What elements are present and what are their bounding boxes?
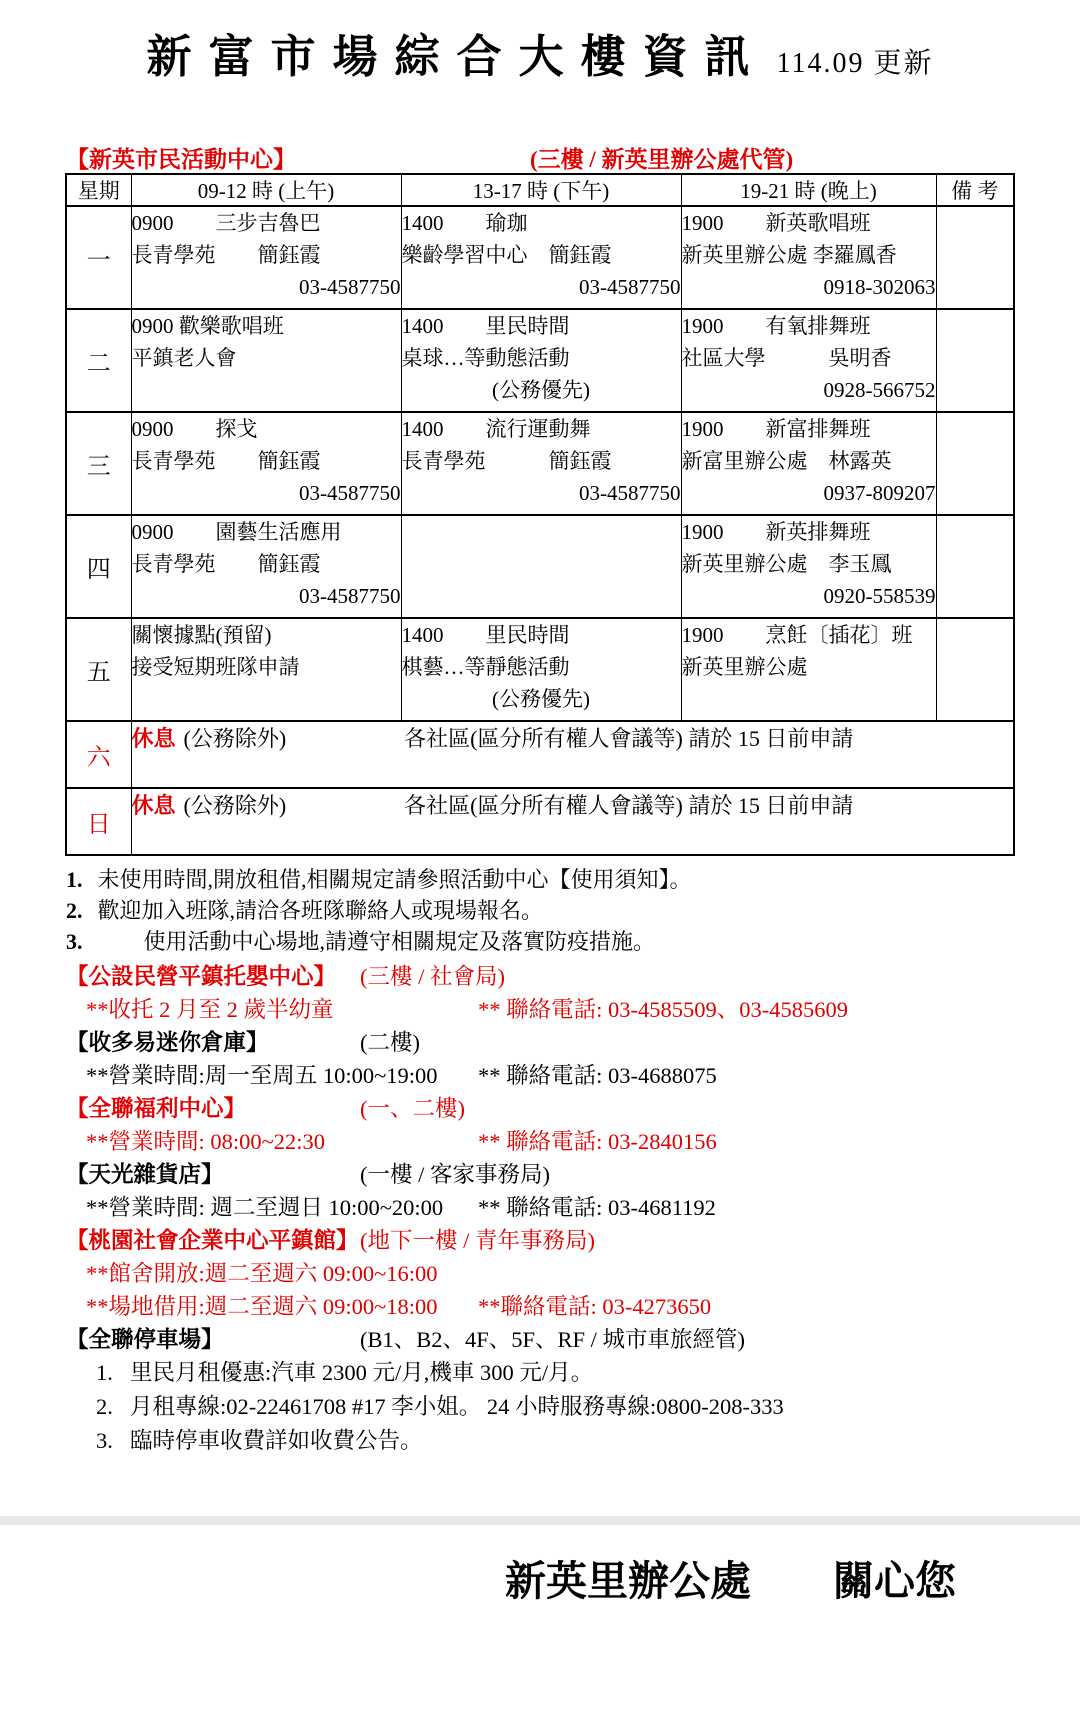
morning-cell bbox=[131, 206, 401, 309]
parking-item-text: 臨時停車收費詳如收費公告。 bbox=[130, 1428, 423, 1453]
note-text: 未使用時間,開放租借,相關規定請參照活動中心【使用須知】。 bbox=[97, 867, 692, 892]
day-cell: 四 bbox=[66, 515, 131, 618]
day-cell: 一 bbox=[66, 206, 131, 309]
facility-detail bbox=[66, 1191, 1080, 1224]
slot-line bbox=[402, 548, 681, 580]
slot-line: 0900 園藝生活應用 bbox=[131, 520, 342, 544]
facility-detail-left: **營業時間: 08:00~22:30 bbox=[86, 1129, 326, 1154]
facility-header bbox=[66, 1224, 1080, 1257]
slot-line: 1900 新英歌唱班 bbox=[681, 211, 871, 235]
morning-cell bbox=[131, 618, 401, 721]
header-evening: 19-21 時 (晚上) bbox=[681, 174, 936, 206]
slot-note: (公務優先) bbox=[492, 687, 590, 711]
note-number: 2. bbox=[66, 898, 83, 923]
note-text: 歡迎加入班隊,請洽各班隊聯絡人或現場報名。 bbox=[97, 898, 544, 923]
day-cell: 六 bbox=[66, 721, 131, 788]
slot-line: 新富里辦公處 林露英 bbox=[681, 449, 892, 473]
remark-cell bbox=[936, 309, 1014, 412]
facility-header bbox=[66, 1026, 1080, 1059]
slot-line: 1900 新英排舞班 bbox=[681, 520, 871, 544]
facility-name: 【收多易迷你倉庫】 bbox=[66, 1030, 269, 1055]
parking-item-text: 月租專線:02-22461708 #17 李小姐。 24 小時服務專線:0800-208-333 bbox=[130, 1394, 784, 1419]
slot-phone: 03-4587750 bbox=[579, 481, 681, 505]
header-morning: 09-12 時 (上午) bbox=[131, 174, 401, 206]
note-item bbox=[66, 864, 1080, 895]
remark-cell bbox=[936, 412, 1014, 515]
facility-location: (地下一樓 / 青年事務局) bbox=[360, 1228, 595, 1253]
remark-cell bbox=[936, 515, 1014, 618]
facility-location: (三樓 / 社會局) bbox=[360, 964, 505, 989]
slot-line: 新英里辦公處 bbox=[681, 655, 808, 679]
header-afternoon: 13-17 時 (下午) bbox=[401, 174, 681, 206]
morning-cell bbox=[131, 515, 401, 618]
afternoon-cell bbox=[401, 515, 681, 618]
parking-item-text: 里民月租優惠:汽車 2300 元/月,機車 300 元/月。 bbox=[130, 1360, 594, 1385]
facility-detail bbox=[66, 1059, 1080, 1092]
facility-detail-left: **收托 2 月至 2 歲半幼童 bbox=[86, 997, 334, 1022]
facility-name: 【桃園社會企業中心平鎮館】 bbox=[66, 1228, 359, 1253]
table-row-sunday bbox=[66, 788, 1014, 855]
facility-location: (二樓) bbox=[360, 1030, 420, 1055]
facility-header bbox=[66, 960, 1080, 993]
slot-line: 1400 里民時間 bbox=[401, 314, 570, 338]
parking-item-number: 3. bbox=[96, 1428, 113, 1453]
page-title: 新富市場綜合大樓資訊 bbox=[146, 32, 767, 82]
evening-cell bbox=[681, 618, 936, 721]
activity-center-header bbox=[0, 141, 1080, 171]
activity-center-location: (三樓 / 新英里辦公處代管) bbox=[530, 147, 794, 172]
slot-line: 接受短期班隊申請 bbox=[131, 655, 300, 679]
parking-item bbox=[66, 1424, 1080, 1458]
slot-line: 1400 里民時間 bbox=[401, 623, 570, 647]
slot-line: 新英里辦公處 李玉鳳 bbox=[681, 552, 892, 576]
table-header-row bbox=[66, 174, 1014, 206]
facility-detail bbox=[66, 1290, 1080, 1323]
slot-line: 棋藝…等靜態活動 bbox=[401, 655, 570, 679]
morning-cell bbox=[131, 412, 401, 515]
facility-header bbox=[66, 1092, 1080, 1125]
afternoon-cell bbox=[401, 412, 681, 515]
rest-cell bbox=[131, 788, 1014, 855]
parking-item bbox=[66, 1390, 1080, 1424]
activity-center-name: 【新英市民活動中心】 bbox=[66, 147, 296, 172]
slot-phone bbox=[132, 374, 401, 406]
remark-cell bbox=[936, 206, 1014, 309]
parking-name: 【全聯停車場】 bbox=[66, 1327, 224, 1352]
evening-cell bbox=[681, 412, 936, 515]
facility-name: 【天光雜貨店】 bbox=[66, 1162, 224, 1187]
facility-detail bbox=[66, 1257, 1080, 1290]
table-row-saturday bbox=[66, 721, 1014, 788]
slot-line: 桌球…等動態活動 bbox=[401, 346, 570, 370]
note-text: 使用活動中心場地,請遵守相關規定及落實防疫措施。 bbox=[143, 929, 656, 954]
facilities-section bbox=[66, 960, 1080, 1458]
facility-header bbox=[66, 1158, 1080, 1191]
afternoon-cell bbox=[401, 618, 681, 721]
slot-line: 關懷據點(預留) bbox=[131, 623, 272, 647]
rest-detail: 各社區(區分所有權人會議等) 請於 15 日前申請 bbox=[404, 793, 854, 818]
slot-note: (公務優先) bbox=[492, 378, 590, 402]
table-row-friday bbox=[66, 618, 1014, 721]
facility-detail-left: **館舍開放:週二至週六 09:00~16:00 bbox=[86, 1261, 438, 1286]
slot-line: 0900 歡樂歌唱班 bbox=[131, 314, 284, 338]
rest-note: (公務除外) bbox=[183, 726, 287, 751]
parking-item-number: 1. bbox=[96, 1360, 113, 1385]
parking-header bbox=[66, 1323, 1080, 1356]
note-item bbox=[66, 926, 1080, 957]
slot-line bbox=[402, 580, 681, 612]
remark-cell bbox=[936, 618, 1014, 721]
facility-detail-right: **聯絡電話: 03-4273650 bbox=[478, 1294, 712, 1319]
title-version: 114.09 更新 bbox=[776, 48, 934, 79]
slot-line: 長青學苑 簡鈺霞 bbox=[131, 243, 321, 267]
facility-detail-right: ** 聯絡電話: 03-4585509、03-4585609 bbox=[478, 997, 848, 1022]
slot-line: 0900 三步吉魯巴 bbox=[131, 211, 321, 235]
notes-list bbox=[66, 864, 1080, 957]
afternoon-cell bbox=[401, 309, 681, 412]
table-row-tuesday bbox=[66, 309, 1014, 412]
slot-line: 0900 探戈 bbox=[131, 417, 258, 441]
table-row-monday bbox=[66, 206, 1014, 309]
slot-phone bbox=[682, 683, 936, 715]
slot-phone bbox=[132, 683, 401, 715]
page-separator bbox=[0, 1516, 1080, 1525]
facility-location: (一樓 / 客家事務局) bbox=[360, 1162, 550, 1187]
slot-line: 1900 烹飪〔插花〕班 bbox=[681, 623, 913, 647]
title-row bbox=[0, 0, 1080, 85]
evening-cell bbox=[681, 309, 936, 412]
rest-note: (公務除外) bbox=[183, 793, 287, 818]
parking-item-number: 2. bbox=[96, 1394, 113, 1419]
facility-detail-right: ** 聯絡電話: 03-4688075 bbox=[478, 1063, 717, 1088]
slot-phone: 03-4587750 bbox=[299, 481, 401, 505]
facility-detail-left: **場地借用:週二至週六 09:00~18:00 bbox=[86, 1294, 438, 1319]
parking-item bbox=[66, 1356, 1080, 1390]
evening-cell bbox=[681, 206, 936, 309]
parking-location: (B1、B2、4F、5F、RF / 城市車旅經管) bbox=[360, 1327, 746, 1352]
slot-phone: 03-4587750 bbox=[579, 275, 681, 299]
facility-detail-right: ** 聯絡電話: 03-2840156 bbox=[478, 1129, 717, 1154]
slot-phone: 0920-558539 bbox=[823, 584, 936, 608]
slot-line: 1400 流行運動舞 bbox=[401, 417, 591, 441]
rest-cell bbox=[131, 721, 1014, 788]
header-day: 星期 bbox=[66, 174, 131, 206]
slot-line: 1900 有氧排舞班 bbox=[681, 314, 871, 338]
facility-detail bbox=[66, 1125, 1080, 1158]
facility-name: 【公設民營平鎮托嬰中心】 bbox=[66, 964, 337, 989]
rest-detail: 各社區(區分所有權人會議等) 請於 15 日前申請 bbox=[404, 726, 854, 751]
rest-label: 休息 bbox=[131, 793, 176, 818]
slot-line: 平鎮老人會 bbox=[131, 346, 237, 370]
slot-phone: 0918-302063 bbox=[823, 275, 936, 299]
slot-line: 1900 新富排舞班 bbox=[681, 417, 871, 441]
afternoon-cell bbox=[401, 206, 681, 309]
facility-detail-left: **營業時間:周一至周五 10:00~19:00 bbox=[86, 1063, 438, 1088]
table-row-thursday bbox=[66, 515, 1014, 618]
facility-detail-left: **營業時間: 週二至週日 10:00~20:00 bbox=[86, 1195, 444, 1220]
note-number: 3. bbox=[66, 929, 83, 954]
slot-line: 新英里辦公處 李羅鳳香 bbox=[681, 243, 897, 267]
header-remark: 備 考 bbox=[936, 174, 1014, 206]
morning-cell bbox=[131, 309, 401, 412]
slot-line: 長青學苑 簡鈺霞 bbox=[131, 552, 321, 576]
table-row-wednesday bbox=[66, 412, 1014, 515]
facility-detail-right: ** 聯絡電話: 03-4681192 bbox=[478, 1195, 716, 1220]
day-cell: 三 bbox=[66, 412, 131, 515]
slot-phone: 03-4587750 bbox=[299, 275, 401, 299]
note-number: 1. bbox=[66, 867, 83, 892]
day-cell: 日 bbox=[66, 788, 131, 855]
rest-label: 休息 bbox=[131, 726, 176, 751]
slot-line bbox=[402, 516, 681, 548]
slot-line: 社區大學 吳明香 bbox=[681, 346, 892, 370]
slot-line: 長青學苑 簡鈺霞 bbox=[131, 449, 321, 473]
evening-cell bbox=[681, 515, 936, 618]
slot-phone: 0928-566752 bbox=[823, 378, 936, 402]
facility-name: 【全聯福利中心】 bbox=[66, 1096, 247, 1121]
slot-line: 1400 瑜珈 bbox=[401, 211, 528, 235]
footer-slogan: 新英里辦公處 關心您 bbox=[505, 1558, 956, 1604]
day-cell: 二 bbox=[66, 309, 131, 412]
schedule-table bbox=[65, 173, 1015, 856]
facility-detail bbox=[66, 993, 1080, 1026]
note-item bbox=[66, 895, 1080, 926]
day-cell: 五 bbox=[66, 618, 131, 721]
slot-line: 長青學苑 簡鈺霞 bbox=[401, 449, 612, 473]
slot-phone: 03-4587750 bbox=[299, 584, 401, 608]
slot-phone: 0937-809207 bbox=[823, 481, 936, 505]
slot-line: 樂齡學習中心 簡鈺霞 bbox=[401, 243, 612, 267]
facility-location: (一、二樓) bbox=[360, 1096, 465, 1121]
